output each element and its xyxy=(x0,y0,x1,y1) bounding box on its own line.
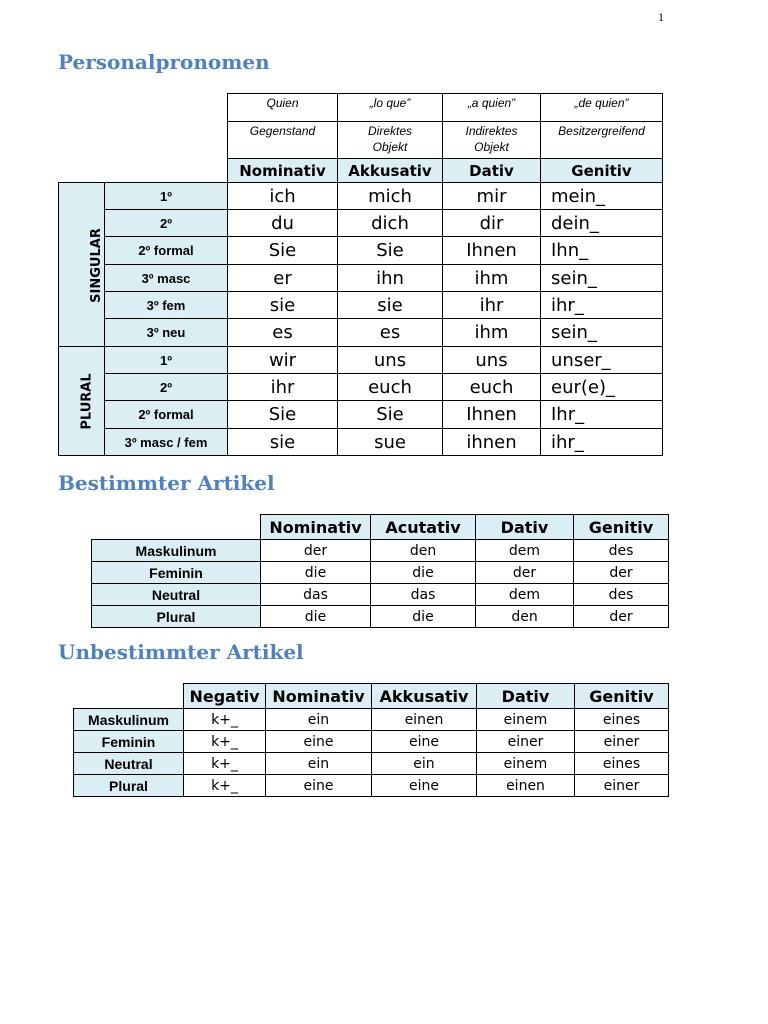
article-cell: des xyxy=(574,540,669,562)
person-label: 2º xyxy=(105,210,228,237)
pronoun-cell: ihr xyxy=(443,292,541,319)
pronoun-cell: mir xyxy=(443,183,541,210)
pronoun-cell: wir xyxy=(228,347,338,374)
pronoun-cell: ihnen xyxy=(443,429,541,456)
singular-group-label xyxy=(59,183,105,347)
pronoun-cell: mich xyxy=(338,183,443,210)
article-cell: einen xyxy=(372,709,477,731)
quien-cell: „de quien” xyxy=(541,94,663,122)
gender-label: Maskulinum xyxy=(74,709,184,731)
article-cell: die xyxy=(371,606,476,628)
article-cell: des xyxy=(574,584,669,606)
table-row xyxy=(59,374,663,401)
description-cell xyxy=(541,122,663,159)
column-header: Genitiv xyxy=(541,159,663,183)
description-line: Objekt xyxy=(474,140,509,154)
pronoun-cell: Sie xyxy=(228,401,338,429)
description-cell xyxy=(338,122,443,159)
pronoun-cell: ich xyxy=(228,183,338,210)
pronoun-cell: sie xyxy=(338,292,443,319)
pronoun-cell: ihn xyxy=(338,265,443,292)
gender-label: Maskulinum xyxy=(92,540,261,562)
case-header-row xyxy=(74,684,669,709)
table-row xyxy=(92,584,669,606)
gender-label: Plural xyxy=(92,606,261,628)
description-line: Objekt xyxy=(372,140,408,154)
table-row xyxy=(59,183,663,210)
pronoun-cell: ihr_ xyxy=(541,429,663,456)
description-row xyxy=(59,122,663,159)
table-row xyxy=(74,731,669,753)
article-cell: den xyxy=(476,606,574,628)
pronoun-cell: Sie xyxy=(338,401,443,429)
article-cell: das xyxy=(261,584,371,606)
pronoun-cell: ihr_ xyxy=(541,292,663,319)
article-cell: ein xyxy=(372,753,477,775)
gender-label: Neutral xyxy=(74,753,184,775)
table-row xyxy=(59,347,663,374)
column-header: Nominativ xyxy=(228,159,338,183)
column-header: Akkusativ xyxy=(338,159,443,183)
table-row xyxy=(74,709,669,731)
pronoun-cell: es xyxy=(228,319,338,347)
bestimmter-artikel-title: Bestimmter Artikel xyxy=(58,471,275,495)
article-cell: der xyxy=(476,562,574,584)
person-label: 3º fem xyxy=(105,292,228,319)
pronoun-cell: er xyxy=(228,265,338,292)
article-cell: einem xyxy=(477,753,575,775)
description-line: Gegenstand xyxy=(249,124,316,138)
description-line: Besitzergreifend xyxy=(558,124,645,138)
table-row xyxy=(92,606,669,628)
column-header: Dativ xyxy=(477,684,575,709)
article-cell: einer xyxy=(477,731,575,753)
plural-label: PLURAL xyxy=(79,373,95,430)
pronoun-cell: ihm xyxy=(443,265,541,292)
article-cell: eine xyxy=(266,731,372,753)
article-cell: k+_ xyxy=(184,753,266,775)
pronoun-cell: Ihn_ xyxy=(541,237,663,265)
pronoun-cell: Ihr_ xyxy=(541,401,663,429)
article-cell: der xyxy=(574,606,669,628)
person-label: 3º neu xyxy=(105,319,228,347)
gender-label: Feminin xyxy=(92,562,261,584)
article-cell: ein xyxy=(266,753,372,775)
person-label: 3º masc / fem xyxy=(105,429,228,456)
article-cell: einer xyxy=(575,775,669,797)
article-cell: eine xyxy=(372,775,477,797)
article-cell: k+_ xyxy=(184,731,266,753)
case-header-row xyxy=(92,515,669,540)
unbestimmter-artikel-table xyxy=(73,683,669,797)
article-cell: die xyxy=(261,562,371,584)
person-label: 1º xyxy=(105,347,228,374)
column-header: Genitiv xyxy=(574,515,669,540)
gender-label: Feminin xyxy=(74,731,184,753)
description-line: Indirektes xyxy=(465,124,518,138)
table-row xyxy=(59,429,663,456)
quien-cell: Quien xyxy=(228,94,338,122)
description-cell xyxy=(443,122,541,159)
article-cell: der xyxy=(574,562,669,584)
article-cell: das xyxy=(371,584,476,606)
pronoun-cell: sie xyxy=(228,292,338,319)
pronoun-cell: mein_ xyxy=(541,183,663,210)
article-cell: der xyxy=(261,540,371,562)
bestimmter-artikel-table xyxy=(91,514,669,628)
table-row xyxy=(74,775,669,797)
unbestimmter-artikel-title: Unbestimmter Artikel xyxy=(58,640,304,664)
table-row xyxy=(74,753,669,775)
table-row xyxy=(59,210,663,237)
gender-label: Plural xyxy=(74,775,184,797)
pronoun-cell: unser_ xyxy=(541,347,663,374)
article-cell: eine xyxy=(266,775,372,797)
quien-row xyxy=(59,94,663,122)
article-cell: eine xyxy=(372,731,477,753)
column-header: Dativ xyxy=(476,515,574,540)
pronoun-cell: Ihnen xyxy=(443,401,541,429)
column-header: Nominativ xyxy=(261,515,371,540)
pronoun-cell: sie xyxy=(228,429,338,456)
table-row xyxy=(59,401,663,429)
column-header: Dativ xyxy=(443,159,541,183)
singular-label: SINGULAR xyxy=(88,227,104,303)
plural-group-label xyxy=(59,347,105,456)
article-cell: k+_ xyxy=(184,709,266,731)
pronoun-cell: ihm xyxy=(443,319,541,347)
column-header: Negativ xyxy=(184,684,266,709)
table-row xyxy=(59,265,663,292)
pronoun-cell: dich xyxy=(338,210,443,237)
pronoun-cell: du xyxy=(228,210,338,237)
pronoun-cell: uns xyxy=(443,347,541,374)
table-row xyxy=(59,237,663,265)
pronoun-cell: Sie xyxy=(338,237,443,265)
person-label: 1º xyxy=(105,183,228,210)
pronoun-cell: Ihnen xyxy=(443,237,541,265)
column-header: Acutativ xyxy=(371,515,476,540)
column-header: Akkusativ xyxy=(372,684,477,709)
pronoun-cell: sein_ xyxy=(541,265,663,292)
table-row xyxy=(92,540,669,562)
pronoun-cell: dir xyxy=(443,210,541,237)
person-label: 2º xyxy=(105,374,228,401)
pronoun-cell: Sie xyxy=(228,237,338,265)
pronoun-cell: dein_ xyxy=(541,210,663,237)
pronoun-cell: ihr xyxy=(228,374,338,401)
case-header-row xyxy=(59,159,663,183)
quien-cell: „a quien” xyxy=(443,94,541,122)
article-cell: eines xyxy=(575,709,669,731)
pronoun-cell: sein_ xyxy=(541,319,663,347)
article-cell: dem xyxy=(476,540,574,562)
table-row xyxy=(92,562,669,584)
description-line: Direktes xyxy=(367,124,412,138)
person-label: 2º formal xyxy=(105,237,228,265)
quien-cell: „lo que” xyxy=(338,94,443,122)
pronoun-cell: es xyxy=(338,319,443,347)
article-cell: einen xyxy=(477,775,575,797)
pronoun-cell: eur(e)_ xyxy=(541,374,663,401)
article-cell: eines xyxy=(575,753,669,775)
pronoun-cell: uns xyxy=(338,347,443,374)
article-cell: k+_ xyxy=(184,775,266,797)
person-label: 3º masc xyxy=(105,265,228,292)
article-cell: die xyxy=(371,562,476,584)
article-cell: die xyxy=(261,606,371,628)
personalpronomen-table xyxy=(58,93,663,456)
person-label: 2º formal xyxy=(105,401,228,429)
article-cell: dem xyxy=(476,584,574,606)
page-number: 1 xyxy=(658,10,664,24)
description-cell xyxy=(228,122,338,159)
column-header: Nominativ xyxy=(266,684,372,709)
personalpronomen-title: Personalpronomen xyxy=(58,50,270,74)
article-cell: ein xyxy=(266,709,372,731)
table-row xyxy=(59,292,663,319)
article-cell: den xyxy=(371,540,476,562)
pronoun-cell: euch xyxy=(338,374,443,401)
table-row xyxy=(59,319,663,347)
gender-label: Neutral xyxy=(92,584,261,606)
article-cell: einer xyxy=(575,731,669,753)
pronoun-cell: sue xyxy=(338,429,443,456)
article-cell: einem xyxy=(477,709,575,731)
pronoun-cell: euch xyxy=(443,374,541,401)
column-header: Genitiv xyxy=(575,684,669,709)
